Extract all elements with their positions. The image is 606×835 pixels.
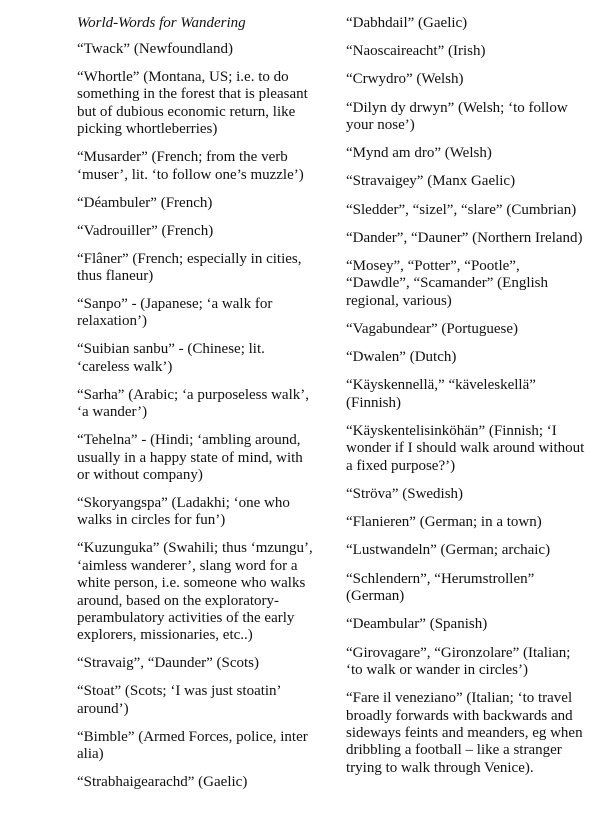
word-entry: “Stravaigey” (Manx Gaelic) <box>346 173 516 190</box>
word-entry: “Käyskennellä,” “käveleskellä” (Finnish) <box>346 377 536 411</box>
word-entry: “Dander”, “Dauner” (Northern Ireland) <box>346 229 583 246</box>
left-column <box>77 15 317 802</box>
word-entry: “Vagabundear” (Portuguese) <box>346 321 519 338</box>
word-entry: “Flanieren” (German; in a town) <box>346 514 542 531</box>
word-entry: “Sanpo” - (Japanese; ‘a walk for relaxation’) <box>77 295 273 330</box>
word-entry: “Crwydro” (Welsh) <box>346 71 464 88</box>
word-entry: “Dwalen” (Dutch) <box>346 349 457 366</box>
word-entry: “Suibian sanbu” - (Chinese; lit. ‘careless walk’) <box>77 341 265 375</box>
word-entry: “Musarder” (French; from the verb ‘muser’, lit. ‘to follow one’s muzzle’) <box>77 149 304 183</box>
word-entry: “Strabhaigearachd” (Gaelic) <box>77 774 248 791</box>
word-entry: “Mosey”, “Potter”, “Pootle”, “Dawdle”, “Scamander” (English regional, various) <box>346 258 548 309</box>
word-entry: “Sarha” (Arabic; ‘a purposeless walk’, ‘a wander’) <box>77 386 309 421</box>
word-entry: “Mynd am dro” (Welsh) <box>346 145 492 162</box>
word-entry: “Girovagare”, “Gironzolare” (Italian; ‘to walk or wander in circles’) <box>346 644 571 678</box>
word-entry: “Skoryangspa” (Ladakhi; ‘one who walks in circles for fun’) <box>77 494 290 529</box>
word-entry: “Deambular” (Spanish) <box>346 616 488 633</box>
word-entry: “Dabhdail” (Gaelic) <box>346 15 468 31</box>
word-entry: “Lustwandeln” (German; archaic) <box>346 542 551 559</box>
word-entry: “Flâner” (French; especially in cities, thus flaneur) <box>77 250 302 284</box>
word-entry: “Vadrouiller” (French) <box>77 222 214 239</box>
word-entry: “Déambuler” (French) <box>77 194 213 211</box>
word-entry: “Kuzunguka” (Swahili; thus ‘mzungu’, ‘aimless wanderer’, slang word for a white person, i.e. someone who walks around, based on the exploratory-perambulatory activities of the early explorers, missionaries, etc..) <box>77 540 313 644</box>
word-entry: “Schlendern”, “Herumstrollen” (German) <box>346 570 535 605</box>
right-column <box>346 15 586 788</box>
word-entry: “Dilyn dy drwyn” (Welsh; ‘to follow your nose’) <box>346 99 568 134</box>
word-entry: “Whortle” (Montana, US; i.e. to do something in the forest that is pleasant but of dubious economic return, like picking whortleberries) <box>77 68 308 138</box>
word-entry: “Twack” (Newfoundland) <box>77 40 233 57</box>
word-entry: “Fare il veneziano” (Italian; ‘to travel broadly forwards with backwards and sideways feints and meanders, eg when dribbling a football – like a stranger trying to walk through Venice). <box>346 690 583 776</box>
word-entry: “Käyskentelisinköhän” (Finnish; ‘I wonder if I should walk around without a fixed purpose?’) <box>346 423 585 474</box>
word-entry: “Ströva” (Swedish) <box>346 486 464 503</box>
document-heading: World-Words for Wandering <box>77 15 246 31</box>
word-entry: “Stoat” (Scots; ‘I was just stoatin’ around’) <box>77 683 281 717</box>
word-entry: “Sledder”, “sizel”, “slare” (Cumbrian) <box>346 201 577 218</box>
word-entry: “Naoscaireacht” (Irish) <box>346 43 486 60</box>
word-entry: “Tehelna” - (Hindi; ‘ambling around, usually in a happy state of mind, with or without company) <box>77 432 303 483</box>
word-entry: “Stravaig”, “Daunder” (Scots) <box>77 655 260 672</box>
word-entry: “Bimble” (Armed Forces, police, inter alia) <box>77 728 308 763</box>
